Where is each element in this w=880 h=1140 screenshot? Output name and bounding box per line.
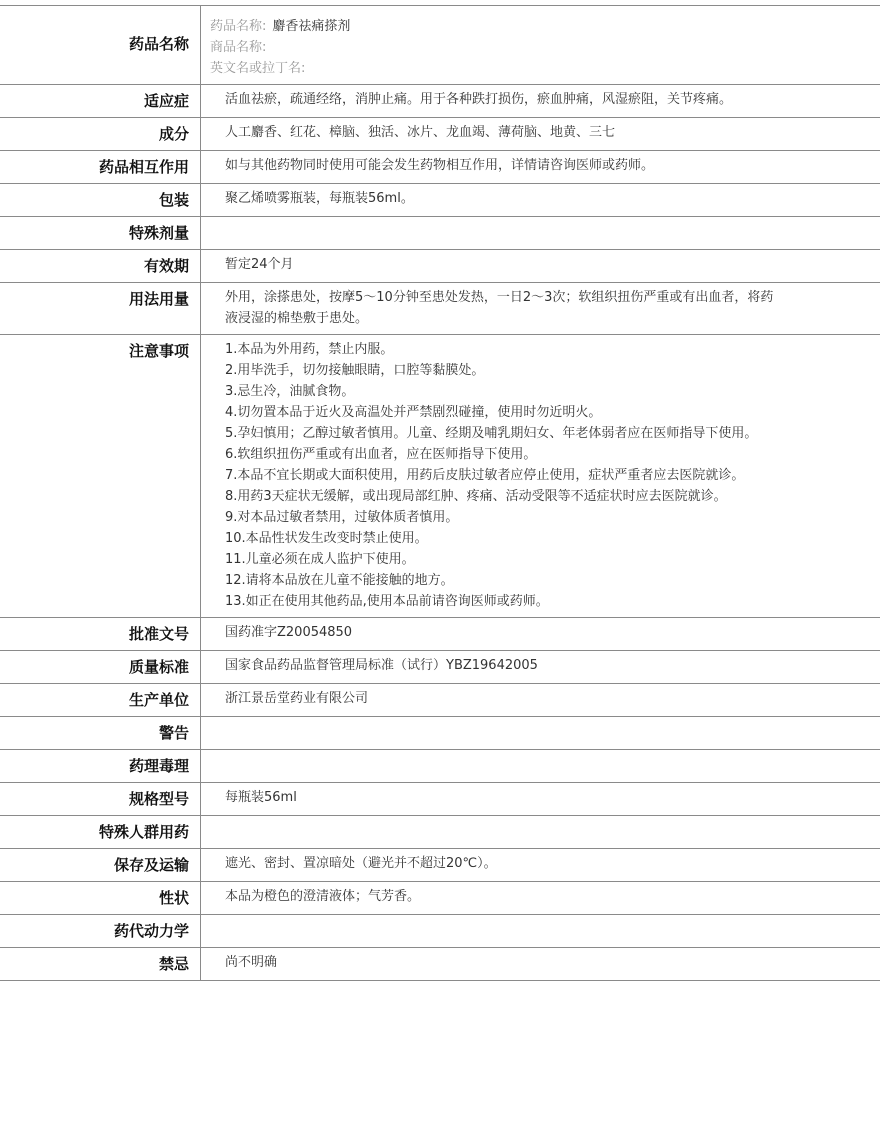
row-label: 生产单位 <box>0 684 201 716</box>
latin-name-key: 英文名或拉丁名: <box>210 61 306 76</box>
row-label: 特殊人群用药 <box>0 816 201 848</box>
notice-item: 11.儿童必须在成人监护下使用。 <box>225 552 415 567</box>
row-label: 药品名称 <box>0 6 201 84</box>
row-value <box>201 717 880 749</box>
trade-name-key: 商品名称: <box>210 40 267 55</box>
row-label: 警告 <box>0 717 201 749</box>
row-value: 每瓶装56ml <box>225 790 297 805</box>
row-value: 浙江景岳堂药业有限公司 <box>225 691 369 706</box>
row-special-dosage <box>0 217 880 250</box>
row-value <box>201 816 880 848</box>
row-warning <box>0 717 880 750</box>
row-label: 注意事项 <box>0 335 201 617</box>
row-label: 批准文号 <box>0 618 201 650</box>
notice-item: 6.软组织扭伤严重或有出血者，应在医师指导下使用。 <box>225 447 537 462</box>
notice-item: 1.本品为外用药，禁止内服。 <box>225 342 394 357</box>
row-pharmacology <box>0 750 880 783</box>
notice-item: 4.切勿置本品于近火及高温处并严禁剧烈碰撞，使用时勿近明火。 <box>225 405 602 420</box>
generic-name-line <box>210 16 870 37</box>
row-value <box>201 283 880 334</box>
row-value: 本品为橙色的澄清液体；气芳香。 <box>225 889 421 904</box>
row-label: 规格型号 <box>0 783 201 815</box>
row-label: 性状 <box>0 882 201 914</box>
row-value <box>201 915 880 947</box>
row-validity <box>0 250 880 283</box>
row-special-groups <box>0 816 880 849</box>
row-label: 特殊剂量 <box>0 217 201 249</box>
row-value: 国家食品药品监督管理局标准（试行）YBZ19642005 <box>225 658 538 673</box>
trade-name-line <box>210 37 870 58</box>
row-approval <box>0 618 880 651</box>
row-label: 有效期 <box>0 250 201 282</box>
row-label: 药理毒理 <box>0 750 201 782</box>
notice-item: 3.忌生冷，油腻食物。 <box>225 384 355 399</box>
generic-name-value: 麝香祛痛搽剂 <box>272 19 351 34</box>
row-appearance <box>0 882 880 915</box>
notice-item: 7.本品不宜长期或大面积使用，用药后皮肤过敏者应停止使用，症状严重者应去医院就诊。 <box>225 468 745 483</box>
row-label: 保存及运输 <box>0 849 201 881</box>
row-usage <box>0 283 880 335</box>
row-notices <box>0 335 880 618</box>
row-ingredients <box>0 118 880 151</box>
latin-name-line <box>210 58 870 79</box>
row-value <box>201 6 880 84</box>
row-specification <box>0 783 880 816</box>
row-interactions <box>0 151 880 184</box>
row-label: 成分 <box>0 118 201 150</box>
row-value: 遮光、密封、置凉暗处（避光并不超过20℃）。 <box>225 856 497 871</box>
notice-item: 10.本品性状发生改变时禁止使用。 <box>225 531 428 546</box>
usage-text: 外用，涂搽患处，按摩5～10分钟至患处发热，一日2～3次；软组织扭伤严重或有出血者，将药液浸湿的棉垫敷于患处。 <box>225 290 774 326</box>
row-label: 禁忌 <box>0 948 201 980</box>
row-value: 活血祛瘀，疏通经络，消肿止痛。用于各种跌打损伤，瘀血肿痛，风湿瘀阻，关节疼痛。 <box>225 92 733 107</box>
notice-item: 8.用药3天症状无缓解，或出现局部红肿、疼痛、活动受限等不适症状时应去医院就诊。 <box>225 489 727 504</box>
row-packaging <box>0 184 880 217</box>
row-value: 人工麝香、红花、樟脑、独活、冰片、龙血竭、薄荷脑、地黄、三七 <box>225 125 616 140</box>
row-value: 暂定24个月 <box>225 257 294 272</box>
drug-info-table <box>0 5 880 981</box>
notice-item: 2.用毕洗手，切勿接触眼睛，口腔等黏膜处。 <box>225 363 485 378</box>
generic-name-key: 药品名称: <box>210 19 267 34</box>
notice-item: 12.请将本品放在儿童不能接触的地方。 <box>225 573 454 588</box>
row-label: 用法用量 <box>0 283 201 334</box>
row-standard <box>0 651 880 684</box>
row-value: 国药准字Z20054850 <box>225 625 353 640</box>
row-value <box>201 217 880 249</box>
row-manufacturer <box>0 684 880 717</box>
row-label: 适应症 <box>0 85 201 117</box>
notice-item: 13.如正在使用其他药品,使用本品前请咨询医师或药师。 <box>225 594 549 609</box>
row-indications <box>0 85 880 118</box>
row-value <box>201 750 880 782</box>
notice-item: 5.孕妇慎用；乙醇过敏者慎用。儿童、经期及哺乳期妇女、年老体弱者应在医师指导下使用。 <box>225 426 758 441</box>
row-storage <box>0 849 880 882</box>
row-label: 质量标准 <box>0 651 201 683</box>
row-value: 如与其他药物同时使用可能会发生药物相互作用，详情请咨询医师或药师。 <box>225 158 655 173</box>
row-value: 聚乙烯喷雾瓶装，每瓶装56ml。 <box>225 191 414 206</box>
row-pharmacokinetics <box>0 915 880 948</box>
notice-item: 9.对本品过敏者禁用，过敏体质者慎用。 <box>225 510 459 525</box>
row-label: 包装 <box>0 184 201 216</box>
row-drug-name <box>0 6 880 85</box>
row-value: 尚不明确 <box>225 955 278 970</box>
row-label: 药代动力学 <box>0 915 201 947</box>
row-label: 药品相互作用 <box>0 151 201 183</box>
row-contraindications <box>0 948 880 981</box>
row-value <box>201 335 880 617</box>
